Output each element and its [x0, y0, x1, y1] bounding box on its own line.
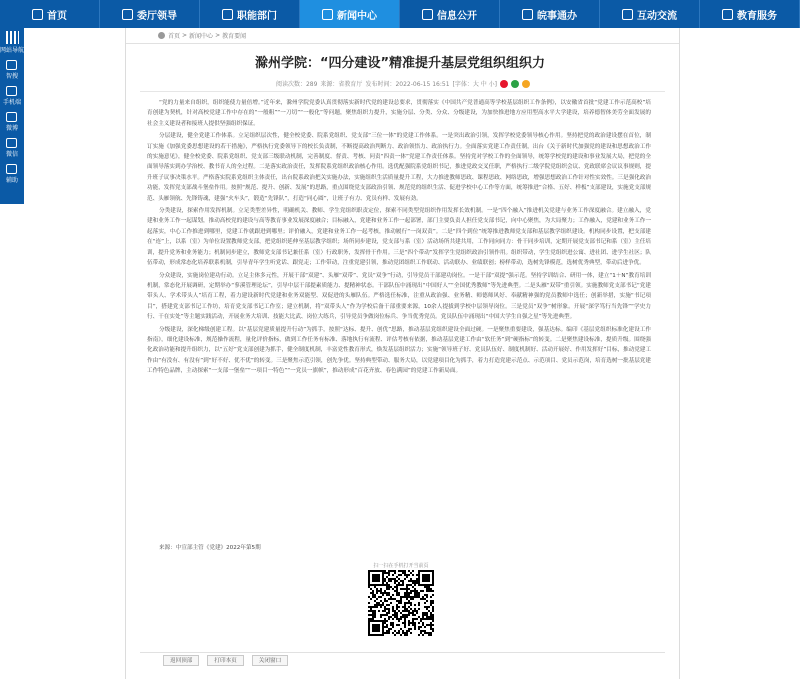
chat-icon [622, 9, 633, 20]
sidebar-item[interactable] [6, 60, 18, 80]
nav-label: 新闻中心 [337, 10, 377, 22]
person-icon [122, 9, 133, 20]
nav-item[interactable] [600, 0, 700, 28]
article-paragraph: 分级建设，深化梯级创建工程。以“基层党建质量提升行动”为抓手，按照“达标、提升、创优”思路，推动基层党组织建设全面过硬。一是聚焦重要建设，强基达标。编印《基层党组织标准化建设工作指南》，细化建设标准，规范操作流程，量化评价指标，做到工作任务有标准、落地执行有流程、评估考核有依据，推动基层党建工作由“软任务”到“硬指标”的转变。二是聚焦建设标准，提质升级。围绕强化政治功能和提升组织力，以“五好”党支部创建为抓手，健全制度机制，丰富党性教育形式，焕发基层组织活力；实施“领导班子好、党员队伍好、制度机制好、活动开展好、作用发挥好”目标，推动党建工作由“有没有、有没有”到“好不好、优不优”的转变。三是聚焦示范引领，创先争优。坚持典型带动、服务大局，以党建项目化为抓手，着力打造党建示范点、示范项目、党员示范岗，培育选树一批基层党建工作特色品牌，主动探索“一支部一堡垒”“一项目一特色”“一党员一旗帜”，推动形成“百花齐放、春色满园”的党建工作新局面。 [147, 326, 651, 375]
article-meta [126, 79, 680, 88]
home-icon [32, 9, 43, 20]
home-icon [158, 32, 165, 39]
sidebar-item[interactable] [6, 112, 18, 132]
sidebar-label: 微信 [5, 151, 18, 158]
sidebar-label: 手机端 [2, 99, 21, 106]
divider [140, 91, 665, 92]
weibo-icon [6, 112, 17, 122]
sidebar-item[interactable] [6, 164, 18, 184]
nav-label: 信息公开 [437, 10, 477, 22]
nav-label: 职能部门 [237, 10, 277, 22]
view-count: 阅读次数：289 [275, 81, 318, 88]
search-icon [6, 60, 17, 70]
nav-label: 教育服务 [737, 10, 777, 22]
nav-item[interactable] [700, 0, 800, 28]
print-button[interactable]: 打印本页 [207, 655, 243, 666]
sidebar-label: 微博 [5, 125, 18, 132]
article-source-footer: 来源：中宣部主管《党建》2022年第5期 [159, 545, 261, 551]
article-paragraph: 分层建设，健全党建工作体系。立足组织层次性，健全校党委、院系党组织、党支部“三位一体”的党建工作体系。一是突出政治引领，发挥学校党委领导核心作用。坚持把党的政治建设摆在首位，制订实施《加强党委思想建设的若干措施》，严格执行党委领导下的校长负责制，不断提高政治判断力、政治领悟力、政治执行力。全面落实党建工作责任制，出台《关于新时代加强党的建设和思想政治工作的实施意见》，健全校党委、院系党组织、党支部三级联动机制，完善制度、督责、考核、问责“四责一体”党建工作责任体系。坚持党对学校工作的全面领导，统筹学校党的建设和事业发展大局，把党的全面领导落实到办学治校、教书育人的全过程。二是落实政治责任，发挥院系党组织政治核心作用。选优配强院系党组织书记，推进党政交叉任职，严格执行二级学院党组织会议、党政联席会议议事规则，提升班子议事决策水平。严格落实院系党组织主体责任，出台院系政治把关实施办法，实施组织生活质量提升工程，大力推进教师思政、课程思政、网络思政，增强思想政治工作针对性实效性。三是强化政治功能，发挥党支部战斗堡垒作用。按照“规范、提升、创新、发展”的思路，重点围绕党支部政治引领、规范党的组织生活、促进学校中心工作等方面，统筹推进“合格、五好、样板”支部建设，实施党支部规范、头雁领航、先锋铸魂，建强“火车头”，锻造“先锋队”，打造“同心圆”，让班子有力、党员有样、发展有劲。 [147, 133, 651, 202]
publish-time: 发布时间：2022-06-15 16:51 [365, 81, 450, 88]
back-to-top-button[interactable]: 返回顶部 [163, 655, 199, 666]
accessibility-icon [6, 164, 17, 174]
sidebar-item[interactable] [0, 31, 24, 54]
sidebar-label: 网站导航 [0, 47, 25, 54]
sidebar-item[interactable] [6, 138, 18, 158]
article-paragraph: “党的力量来自组织，组织能使力量倍增。”近年来，滁州学院党委认真贯彻落实新时代党的建设总要求，贯彻落实《中国共产党普通高等学校基层组织工作条例》，以安徽省首批“党建工作示范高校”培育创建为契机，针对高校党建工作中存在的“一般粗”“一刀切”“一般化”等问题，聚焦组织力提升，实施分层、分类、分众、分级建设，为加快推进地方应用型高水平大学建设，培养德智体美劳全面发展的社会主义建设者和接班人提供坚强组织保证。 [147, 100, 651, 127]
article-body [147, 98, 651, 379]
article-paragraph: 分众建设，实施岗位建功行动。立足主体多元性，开展干部“双建”、头雁“双带”、党员“双争”行动，引导党员干部建功岗位。一是干部“双提”强示范。坚持学训结合、研用一体，建立“1＋N”教育培训机制，常态化开展调研，定期举办“蓼溪管理论坛”，引导中层干部提素质能力、提精神状态。干部队伍中涌现出“中国好人”“全国优秀教师”等先进典型。二是头雁“双带”重引领。实施教师党支部书记“党建带头人、学术带头人”培育工程，着力建设新时代党建和业务双能型、双促进的头雁队伍。严格选任标准，注重从政治强、业务精、师德师风好、奉献精神强的党员教师中选任；创新举措，实施“书记项目”，搭建党支部书记工作坊，培育党支部书记工作室；建立机制，将“双带头人”作为学校后备干部重要来源，10余人提拔到学校中层领导岗位。三是党员“双争”树形象。开展“深学笃行当先锋”“学史力行、干在实处”等主题实践活动，开展业务大培训、技能大比武、岗位大练兵，引导党员争做岗位标兵、争当优秀党员。党员队伍中涌现出“中国大学生自强之星”等先进典型。 [147, 272, 651, 321]
info-icon [422, 9, 433, 20]
sidebar-item[interactable] [3, 86, 21, 106]
article-title: 滁州学院：“四分建设”精准提升基层党组织组织力 [254, 56, 546, 71]
nav-item[interactable] [0, 0, 100, 28]
nav-item[interactable] [500, 0, 600, 28]
share-qzone-icon[interactable] [522, 80, 530, 88]
sidebar-label: 辅助 [5, 177, 18, 184]
news-icon [322, 9, 333, 20]
education-icon [722, 9, 733, 20]
breadcrumb-sep: > [182, 32, 188, 39]
qr-icon [6, 31, 19, 44]
nav-label: 首页 [47, 10, 67, 22]
qr-code-icon [368, 570, 434, 636]
article-source: 来源：省教育厅 [320, 81, 363, 88]
nav-item[interactable] [100, 0, 200, 28]
nav-label: 皖事通办 [537, 10, 577, 22]
nav-label: 互动交流 [637, 10, 677, 22]
breadcrumb-edu[interactable]: 教育要闻 [222, 33, 247, 40]
font-size-switch[interactable]: [字体：大 中 小] [452, 81, 498, 88]
breadcrumb-news[interactable]: 新闻中心 [189, 33, 214, 40]
nav-item[interactable] [300, 0, 400, 28]
service-icon [522, 9, 533, 20]
divider [126, 43, 679, 44]
building-icon [222, 9, 233, 20]
divider [140, 652, 665, 653]
qr-caption: 扫一扫在手机打开当前页 [373, 563, 429, 569]
left-sidebar [0, 28, 24, 204]
share-weibo-icon[interactable] [500, 80, 508, 88]
nav-label: 委厅领导 [137, 10, 177, 22]
breadcrumb-sep: > [215, 32, 221, 39]
mobile-icon [6, 86, 17, 96]
wechat-icon [6, 138, 17, 148]
share-wechat-icon[interactable] [511, 80, 519, 88]
footer-buttons [163, 655, 288, 666]
sidebar-label: 智搜 [5, 73, 18, 80]
main-nav [0, 0, 800, 28]
breadcrumb-home[interactable]: 首页 [168, 33, 181, 40]
breadcrumb [158, 31, 246, 40]
nav-item[interactable] [200, 0, 300, 28]
close-window-button[interactable]: 关闭窗口 [252, 655, 288, 666]
nav-item[interactable] [400, 0, 500, 28]
article-paragraph: 分类建设，探索作用发挥机制。立足类型差异性，明确机关、教师、学生党组织职责定位，探索不同类型党组织作用发挥长效机制。一是“四个融入”推进机关党建与业务工作深度融合。建立融入，党建和业务工作一起谋划，推动高校党的建设与高等教育事业发展深度融合；目标融入，党建和业务工作一起部署，部门主要负责人担任党支部书记，向中心聚焦，为大局聚力；工作融入，党建和业务工作一起落实，中心工作推进到哪里，党建工作就跟进到哪里；评价融入，党建和业务工作一起考核，推动履行“一岗双责”。二是“四个到位”统筹推进教师党支部和基层教学组织建设。机构同步设置，把支部建在“连”上，以系（室）为单位设置教师党支部，把党组织延伸至基层教学组织；场所同步建设，党支部与系（室）活动场所共建共用，工作同向同力：骨干同步培训，定期开展党支部书记和系（室）主任培训，提升党务和业务能力；机制同步建立，教师党支部书记兼任系（室）行政职务，发挥骨干作用。三是“四个带动”发挥学生党组织政治引领作用。组织带动，学生党组织进公寓、进社团、进学生社区；队伍带动，形成常态化培养联系机制，引导青年学生听党话、跟党走；工作带动，注重党建引领，推动党团组织工作联动、活动联办、业绩联创；榜样带动，选树先锋模范，选树优秀典型，带动后进争优。 [147, 208, 651, 267]
